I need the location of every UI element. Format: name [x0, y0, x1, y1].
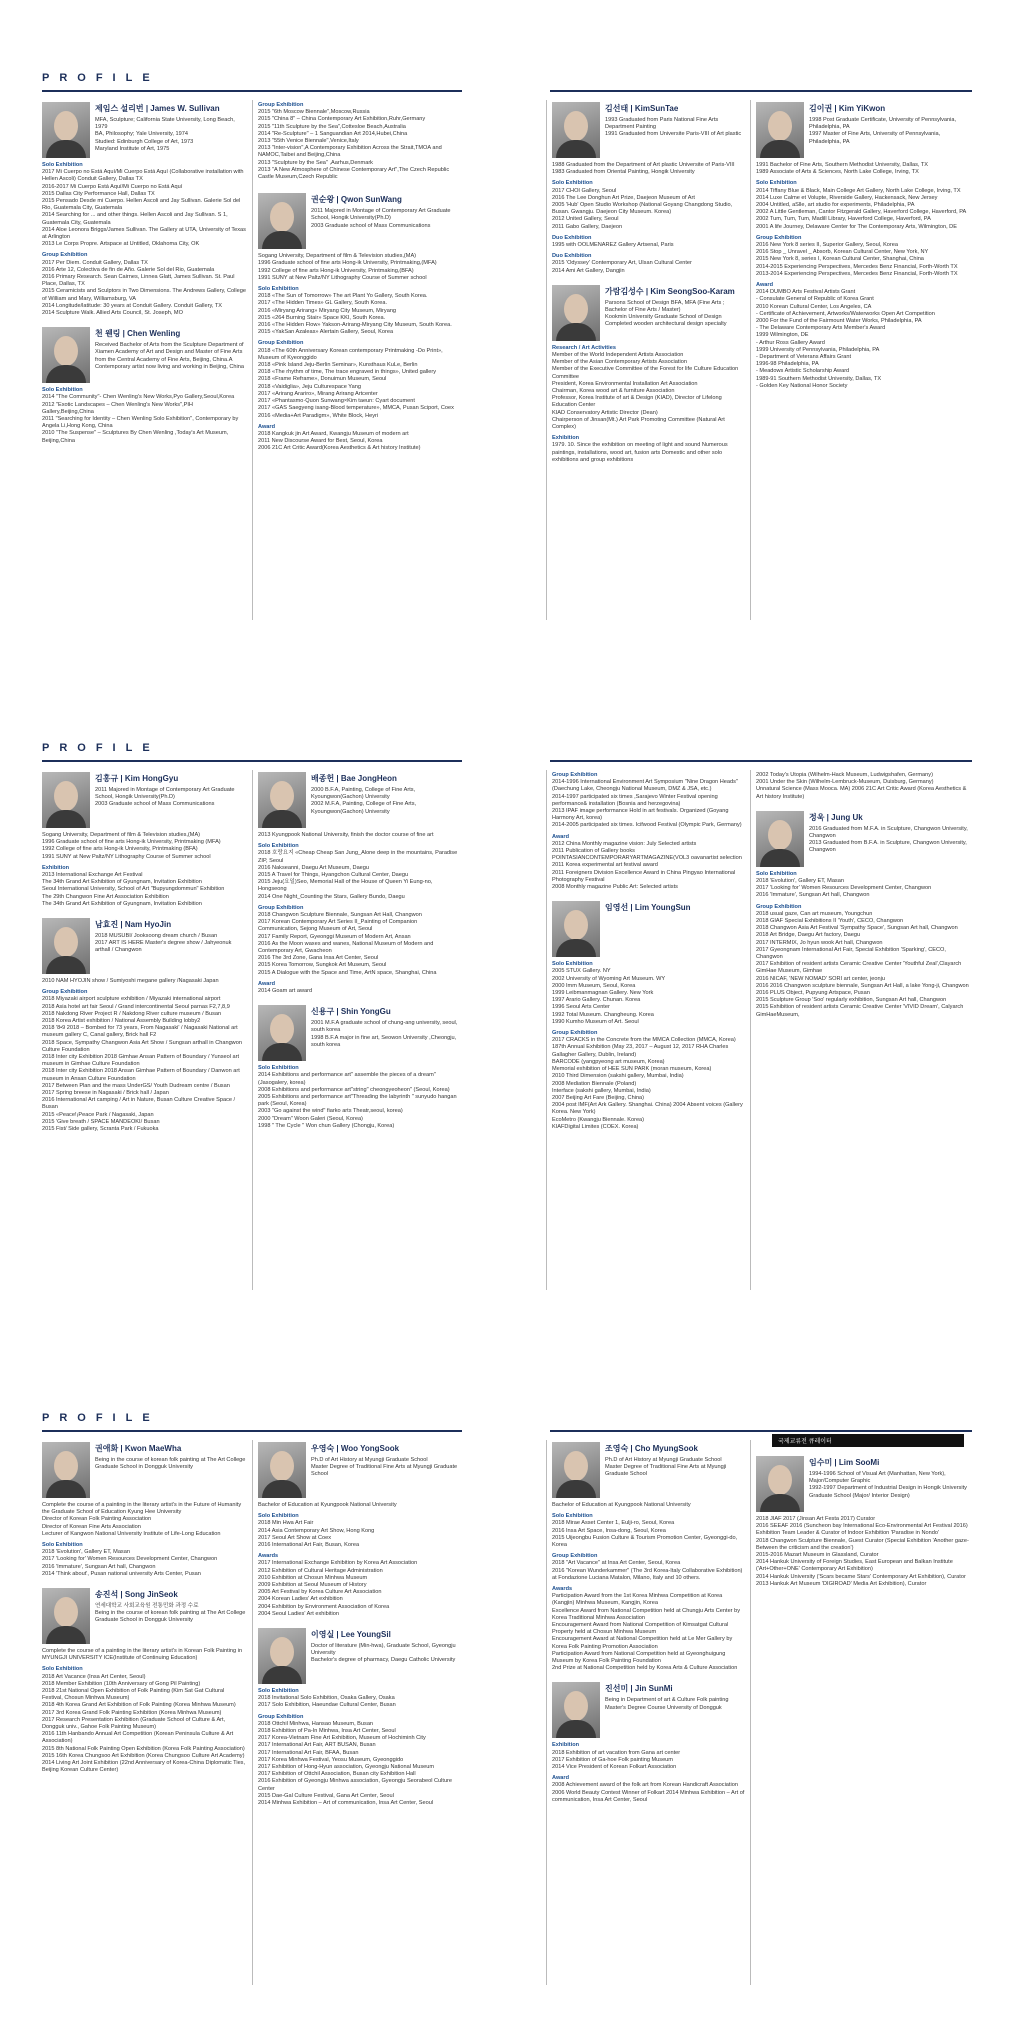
column-2	[258, 1442, 458, 1817]
profile-kim-honggyu	[42, 772, 246, 908]
section-heading: Group Exhibition	[258, 904, 304, 911]
bio-continued: 2010 NAM HYOJIN show / Sumiyoshi megane gallery /Nagasaki Japan	[42, 978, 219, 985]
artist-name: 남효진 | Nam HyoJin	[95, 920, 172, 930]
duo-list: 1995 with OOLMENAREZ Gallery Artsenal, Paris	[552, 242, 674, 249]
section-heading: Award	[552, 1775, 569, 1782]
solo-list: 2005 STUX Gallery. NY 2002 University of Wyoming Art Museum. WY 2000 Imm Museum, Seoul, Korea 1999 Leibmanmagnan Gallery. New York 1997 Arario Gallery. Chunan. Korea 1996 Seoul Arts Center 1992 Total Museum. Changheung. Korea 1990 Kumho Museum of Art. Seoul	[552, 968, 666, 1025]
artist-name: 정욱 | Jung Uk	[809, 812, 863, 822]
profile-woo-yongsook	[258, 1442, 458, 1618]
artist-name: 조영숙 | Cho MyungSook	[605, 1444, 698, 1453]
header-rule-right	[550, 90, 972, 92]
section-heading: Duo Exhibition	[552, 253, 592, 260]
bio: Doctor of literature (Min-hwa), Graduate School, Gyeongju University Bachelor's degree of pharmacy, Daegu Catholic University	[311, 1643, 456, 1664]
section-heading: Duo Exhibition	[552, 234, 592, 241]
group-list: 2018 «The 60th Anniversary Korean contemporary Printmaking -Do Print», Museum of Kyeonggido 2018 «Pink Island Jeju-Berlin Seminar», Kunsthaus KuLe, Berlin 2018 «The rhythm of time, The trace engraved in things», United gallery 2018 «Frame Reframe», Donuimun Museum, Seoul 2018 «Vaidiglia», Jeju Culturespace Yang 2017 «Arirang Arariro», Mirang Arirang Artcenter 2017 «Phantasmo·Quon Sunwang×Kim taeun: Cyart document 2017 «GAS Saegyeng isang-Blood temperature», MMCA, Pusan Sciport, Coex 2016 «Media+Art Paradigm», White Block, Heyri	[258, 347, 454, 419]
artist-photo	[258, 772, 306, 828]
profile-kim-seongsoo-karam	[552, 285, 746, 464]
section-heading: Solo Exhibition	[258, 1513, 299, 1520]
profile-nam-hyojin	[42, 918, 246, 1133]
group-list: 2017 CRACKS in the Concrete from the MMCA Collection (MMCA, Korea) 187th Annual Exhibition (May 23, 2017 – August 12, 2017 RHA Charles Gallagher Gallery, Dublin, Ireland) BARCODE (yangpyeong art museum, Korea) Memorial exhibition of HEE SUN PARK (moran museum, Korea) 2010 Third Dimension (sakshi gallery, Mumbai, India) 2008 Mediation Biennale (Poland) Interface (sakshi gallery, Mumbai, India) 2007 Beijing Art Fare (Beijing, China) 2004 post IMF(Art Ark Gallery. Shanghai. China) 2004 Absent voices (Gallery Korea. New York) EcoMetro (Kwangju Biennale. Korea) KIAFDigital Limites (COEX. Korea)	[552, 1037, 743, 1130]
artist-photo	[258, 1005, 306, 1061]
artist-name: 진선미 | Jin SunMi	[605, 1684, 673, 1694]
section-heading: Group Exhibition	[552, 1030, 598, 1037]
profile-lim-youngsun	[552, 901, 746, 1131]
bio: MFA, Sculpture; California State University, Long Beach, 1979 BA, Philosophy; Yale University, 1974 Studied: Edinburgh College of Art, 1973 Maryland Institute of Art, 1975	[95, 117, 235, 152]
artist-photo	[756, 1456, 804, 1512]
column-3	[552, 772, 746, 1141]
artist-photo	[42, 918, 90, 974]
artist-photo	[258, 193, 306, 249]
column-divider	[546, 1440, 547, 1985]
artist-photo	[552, 285, 600, 341]
solo-list: 2014 Tiffany Blue & Black, Main College Art Gallery, North Lake College, Irving, TX 2014 Luxe Calme et Volupte, Riverside Gallery, Hackensack, New Jersey 2004 Untitled, aSlle, art studio for experiments, Philadelphia, PA 2002 A Little Gentleman, Cantor Fitzgerald Gallery, Haverford College, Haverford, PA 2002 Tum, Tum, Tum, Madill Library, Haverford College, Haverford, PA 2001 A life Journey, Delaware Center for The Contemporary Arts, Wilmington, DE	[756, 187, 967, 230]
artist-name: 임영선 | Lim YoungSun	[605, 903, 691, 913]
award-list: 2014 Goam art award	[258, 988, 313, 995]
profile-lim-soomi	[756, 1456, 970, 1588]
section-heading: Solo Exhibition	[756, 870, 797, 877]
artist-name: 김선태 | KimSunTae	[605, 104, 679, 113]
group-list: 2015 "6th Moscow Biennale",Moscow,Russia 2015 "China 8" – China Contemporary Art Exhibition,Ruhr,Germany 2015 "11th Sculpture by the Sea",Cottesloe Beach,Australia 2014 "Re-Sculpture" – 1 Sanguandian Art 2014,Hubei,China 2013 "55th Venice Biennale",Venice,Italy 2013 "Inter-vision",A Contemporary Exhibition Across the Strait,TMOA and NAMOC,Taibei and Beijing,China 2013 "Sculpture by the Sea" ,Aarhus,Denmark 2013 "A New Atmosphere of Chinese Contemporary Art",The Czech Republic Castle Museum,Czech Republic	[258, 109, 450, 181]
bio-continued: 1991 Bachelor of Fine Arts, Southern Methodist University, Dallas, TX 1989 Associate of Arts & Sciences, North Lake College, Irving, TX	[756, 162, 929, 176]
section-heading: Group Exhibition	[756, 903, 802, 910]
artist-photo	[258, 1442, 306, 1498]
research-list: Member of the World Independent Artists Association Member of the Asian Contemporary Artists Association Member of the Executive Committee of the Forest for life Culture Education Committee President, Korea Environmental Installation Art Association Chairman, Korea wood art & furniture Association Professor, Korea Institute of art & Design (KIAD), Director of Lifelong Education Center KIAD Conservatory Artistic Director (Dean) Chairperson of Jinsan(Mt.) Art Park Promoting Committee (Natural Art Complex)	[552, 352, 739, 431]
solo-list: 2018 'Evolution', Gallery ET, Masan 2017 'Looking for' Women Resources Development Center, Changwon 2016 'Immature', Sungsan Art hall, Changwon	[756, 878, 932, 899]
header-rule-right	[550, 760, 972, 762]
header-rule-left	[42, 90, 462, 92]
solo-list: 2017 Mi Cuerpo no Está Aquí/Mi Cuerpo Está Aquí (Collaborative installation with Hellen Ascoli) Conduit Gallery, Dallas TX 2016-2017 Mi Cuerpo Está Aquí/Mi Cuerpo no Está Aquí 2015 Dallas City Performance Hall, Dallas TX 2015 Pensado Desde mi Cuerpo. Hellen Ascoli and Jay Sullivan. Galerie Sol del Rio, Guatemala City, Guatemala 2014 Searching for ... and other things. Hellen Ascoli and Jay Sullivan. S 1, Guatemala City, Guatemala 2014 Aloe Leonora Briggs/James Sullivan. The Gallery at UTA, University of Texas at Arlington 2013 Le Corps Propre. Artspace at Untitled, Oklahoma City, OK	[42, 169, 246, 248]
column-3	[552, 1442, 746, 1814]
profile-qwon-sunwang	[258, 193, 458, 452]
exhibition-list: 2018 Exhibition of art vacation from Gana art center 2017 Exhibition of Ga-hoe Folk painting Museum 2014 Vice President of Korean Folkart Association	[552, 1749, 681, 1771]
section-heading: Award	[258, 980, 275, 987]
header-rule-left	[42, 760, 462, 762]
bio-continued: Bachelor of Education at Kyungpook National University	[258, 1502, 397, 1508]
sheet-title: PROFILE	[42, 1412, 160, 1424]
bio: 1998 Post Graduate Certificate, University of Pennsylvania, Philadelphia, PA 1997 Master of Fine Arts, University of Pennsylvania, Philadelphia, PA	[809, 117, 957, 145]
curation-list: 2018 JIAF 2017 (Jinsan Art Festa 2017) Curator 2016 SEEAF 2016 (Suncheon bay International Eco-Environmental Art Festival 2016) Exhibition Team Leader & Curator of Indoor Exhibition 'Paradise in Nondo' 2018 Changwon Sculpture Biennale, Guest Curator (Special Exhibition 'Another gaze-Between the criticism and the creation') 2015-2016 Mazart Museum in Glassland, Curator 2014 Hankuk University of Foreign Studies, East European and Balkan Institute ('Art+Other+ONE' Contemporary Art Exhibition) 2014 Hankuk University ('Scars became Stars' Contemporary Art Exhibition), Curator 2013 Hankuk Art Museum 'DIGIROAD' Media Art Exhibition), Curator	[756, 1516, 969, 1587]
section-heading: Awards	[552, 1586, 573, 1593]
award-list: Participation Award from the 1st Korea Minhwa Competition at Korea (Kangjin) Minhwa Museum, Kangjin, Korea Excellence Award from National Competition held at Chungju Arts Center by Korea Traditional Minhwa Association Encouragement Award from National Competition of Kimsatgat Cultural Property held at Chosun Minhwa Museum Encouragement Award at National Competition held at Le Mer Gallery by Korea Folk Painting Promotion Association Participation Award from National Competition held at Gyeonghuigung Museum by Korea Folk Painting Foundation 2nd Prize at National Competition held by Korea Arts & Culture Association	[552, 1593, 741, 1672]
award-list: 2008 Achievement award of the folk art from Korean Handicraft Association 2006 World Beauty Contest Winner of Folkart 2014 Minhwa Exhibition – Art of communication, Insa Art Center, Seoul	[552, 1782, 745, 1803]
bio-continued: Sogang University, Department of film & Television studies,(MA) 1996 Graduate school of fine arts Hong-ik University, Printmaking,(MFA) 1992 College of fine arts Hong-ik University, Printmaking,(BFA) 1991 SUNY at New Paltz/NY Lithography Course of Summer school	[258, 253, 437, 281]
artist-photo	[552, 1442, 600, 1498]
exhibition-list: 2002 Today's Utopia (Wilhelm-Hack Museum, Ludwigshafen, Germany) 2001 Under the Skin (Wilhelm-Lembruck-Museum, Duisburg, Germany) Unnatural Science (Mass Mooca. MA) 2006 21C Art Critic Award (Korea Aesthetics & Art history Institute)	[756, 772, 967, 800]
artist-name: 임수미 | Lim SooMi	[809, 1458, 880, 1467]
solo-list: 2014 Exhibitions and performance art" assemble the pieces of a dream" (Jasogalery, korea) 2008 Exhibitions and performance art"string" cheongyeoheon" (Seoul, Korea) 2005 Exhibitions and performance art"Threading the labyrinth " sunyudo hangan park (Seoul, Korea) 2003 "Go against the wind" fiarko arts Theatr,seoul, korea) 2000 "Dream" Woon Galeri (Seoul, Korea) 1998 " The Cycle " Won chun Gallery (Chongju, Korea)	[258, 1072, 457, 1129]
section-heading: Solo Exhibition	[552, 180, 593, 187]
artist-photo	[552, 901, 600, 957]
bio-continued: 1988 Graduated from the Department of Art plastic Universite of Paris-VIII 1983 Graduated from Oriental Painting, Hongik University	[552, 162, 735, 176]
section-heading: Solo Exhibition	[756, 180, 797, 187]
column-1	[42, 772, 246, 1143]
group-list: 2018 Miyazaki airport sculpture exhibition / Miyazaki international airport 2018 Asia hotel art fair Seoul / Grand intercontinental Seoul parnas F2,7,8,9 2018 Nakdong River Project R / Nakdong River culture museum / Busan 2018 Korea Artist exhibition / National Assembly Building lobby2 2018 '8•9 2018 – Bombed for 73 years, From Nagasaki' / Nagasaki National art museum gallery C, Canal gallery, Brick hall F2 2018 Space, Sympathy Changwon Asia Art Show / Sungsan arthall in Changwon Culture Foundation 2018 Inter city Exhibition 2018 Gimhae Ansan Pattern of Boundary / Yunseol art museum in Gimhae Culture Foundation 2018 Inter city Exhibition 2018 Ansan Gimhae Pattern of Boundary / Danwon art museum in Ansan Culture Foundation 2017 Between Plan and the mass UnderGS/ Youth Dudream centre / Busan 2017 Spring breese in Nagasaki / Brick hall / Japan 2016 International Art camping / Art in Nature, Busan Culture Creative Space / Busan 2015 «Peace!¡Peace Park / Nagasaki, Japan 2015 'Give breath / SPACE MANDEOKI/ Busan 2015 Fist/ Side gallery, Scranta Park / Fukuoka	[42, 996, 242, 1133]
solo-list: 2018 Mirae Asset Center 1, Eulji-ro, Seoul, Korea 2016 Insa Art Space, Insa-dong, Seoul, Korea 2015 Uijeongbu Fusion Culture & Tourism Promotion Center, Gyeonggi-do, Korea	[552, 1520, 738, 1549]
curator-badge: 국제교류전 큐레이터	[772, 1434, 964, 1447]
artist-photo	[756, 102, 804, 158]
artist-photo	[42, 1442, 90, 1498]
artist-name: 김홍규 | Kim HongGyu	[95, 774, 179, 783]
group-list: 2014-1996 International Environment Art Symposium "Nine Dragon Heads" (Daechung Lake, Cheongju National Museum, DMZ & JSA, etc.) 2014-1997 participated six times ,Sarajevo Winter Festival opening performance& installation (Bosnia and herzegovina) 2013 IPAF image performance Hold in art festivals. Organized (Goyang Harmony Art, korea) 2014-2005 participated six times. Icifwood Festival (Olympic Park, Germany)	[552, 779, 742, 829]
award-list: 2017 International Exchange Exhibition by Korea Art Association 2012 Exhibition of Cultural Heritage Administration 2010 Exhibition at Chosun Minhwa Museum 2009 Exhibition at Seoul Museum of History 2005 Art Festival by Korea Culture Art Association 2004 Korean Ladies' Art exhibition 2004 Exhibition by Environment Association of Korea 2004 Seoul Ladies' Art exhibition	[258, 1560, 418, 1617]
bio: 2001 M.F.A graduate school of chung-ang university, seoul, south korea 1998 B.F.A major in fine art, Seowon University ,Cheongju, south korea	[311, 1020, 458, 1048]
solo-list: 2018 Invitational Solo Exhibition, Osaka Gallery, Osaka 2017 Solo Exhibition, Haeundae Cultural Center, Busan	[258, 1695, 396, 1709]
bio: Being in Department of art & Culture Folk painting Master's Degree Course University of Dongguk	[605, 1697, 729, 1711]
award-list: 2014 DUMBO Arts Festival Artists Grant - Consulate General of Republic of Korea Grant 2010 Korean Cultural Center, Los Angeles, CA - Certificate of Achievement, Artworks/Waterworks Open Art Competition 2000 For the Fund of the Fairmount Water Works, Philadelphia, PA - The Delaware Contemporary Arts Member's Award 1999 Wilmington, DE - Arthur Ross Gallery Award 1999 University of Pennsylvania, Philadelphia, PA - Department of Veterans Affairs Grant 1996-98 Philadelphia, PA - Meadows Artistic Scholarship Award 1989-91 Southern Methodist University, Dallas, TX - Golden Key National Honor Society	[756, 289, 935, 389]
column-divider	[546, 100, 547, 620]
group-list: 2018 Ottchil Minhwa, Hansao Museum, Busan 2018 Exhibition of Pa-In Minhwa, Insa Art Center, Seoul 2017 Korea-Vietnam Fine Art Exhibition, Museum of Hochiminh City 2017 International Art Fair, ART BUSAN, Busan 2017 International Art Fair, BFAA, Busan 2017 Korea Minhwa Festival, Yeosu Museum, Gyeonggido 2017 Exhibition of Hong-Hyun association, Gyeongju National Museum 2017 Exhibition of Ottchil Association, Busan city Exhibition Hall 2016 Exhibition of Gyeongju Minhwa association, Gyeongju Seorabeol Culture Center 2015 Dae-Gal Culture Festival, Gana Art Center, Seoul 2014 Minhwa Exhibition – Art of communication, Insa Art Center, Seoul	[258, 1720, 453, 1807]
artist-photo	[42, 772, 90, 828]
section-heading: Group Exhibition	[258, 102, 304, 108]
column-divider	[750, 1440, 751, 1985]
group-list: 2016 New York 8 series II, Superior Gallery, Seoul, Korea 2016 Stop _ Unravel _ Absorb, Korean Cultural Center, New York, NY 2015 New York 8, series I, Korean Cultural Center, Shanghai, China 2014-2015 Experiencing Perspectives, Mercedes Benz Financial, Forth-Worth TX 2013-2014 Experiencing Perspectives, Mercedes Benz Financial, Forth-Worth TX	[756, 242, 958, 277]
profile-sheet-1	[42, 72, 972, 632]
profile-shin-yonggu	[258, 1005, 458, 1130]
column-4	[756, 1456, 970, 1598]
section-heading: Exhibition	[552, 435, 580, 442]
section-heading: Group Exhibition	[258, 340, 304, 347]
bio-continued: Sogang University, Department of film & Television studies,(MA) 1996 Graduate school of fine arts Hong-ik University, Printmaking (MFA) 1992 College of fine arts Hong-ik University, Printmaking (BFA) 1991 SUNY at New Paltz/NY Lithography Course of Summer school	[42, 832, 221, 860]
artist-photo	[42, 327, 90, 383]
section-heading: Award	[552, 833, 569, 840]
section-heading: Group Exhibition	[552, 1553, 598, 1560]
artist-name: 우영숙 | Woo YongSook	[311, 1444, 400, 1453]
artist-name: 이영실 | Lee YoungSil	[311, 1630, 391, 1640]
section-heading: Solo Exhibition	[42, 1542, 83, 1549]
profile-james-sullivan	[42, 102, 246, 317]
column-3	[552, 102, 746, 474]
bio-continued: Complete the course of a painting in the literary artist's in the Future of Humanity the Graduate School of Education Kyung Hee University Director of Korean Folk Painting Association Director of Korean Fine Arts Association Lecturer of Kangwon National University Institute of Life-Long Education	[42, 1502, 242, 1537]
profile-sheet-3	[42, 1412, 972, 1992]
solo-list: 2018 호랑요지 «Cheap Cheap San Jung_Alone deep in the mountains, Paradise ZIP, Seoul 2016 Nakseanni, Daegu Art Museum, Daegu 2015 A Travel for Things, Hyangchon Cultural Center, Daegu 2015 Jeju(요일)Seo, Memorial Hall of the House of Queen Yi Eung-no, Hongseong 2014 One Night_Counting the Stars, Gallery Bundo, Daegu	[258, 850, 458, 900]
section-heading: Solo Exhibition	[258, 1065, 299, 1072]
column-divider	[546, 770, 547, 1290]
section-heading: Group Exhibition	[42, 989, 88, 996]
column-1	[42, 1442, 246, 1784]
bio: 2011 Majored in Montage of Contemporary Art Graduate School, Hongik University(Ph.D) 2003 Graduate school of Mass Communications	[95, 787, 235, 808]
profile-cho-myungsook	[552, 1442, 746, 1672]
bio-continued: Bachelor of Education at Kyungpook National University	[552, 1502, 691, 1508]
section-heading: Awards	[258, 1553, 279, 1560]
award-list: 2012 China Monthly magazine vision: July Selected artists 2011 Publication of Gallery books POINTASIANCONTEMPORARYARTMAGAZINE(VOL3 oavanartist selection 2011 Korea experimental art festival award 2011 Foreigners Division Excellence Award in China Pingyao International Photography Festival 2008 Monthly magazine Public Art: Selected artists	[552, 840, 742, 891]
exhibition-list: 2013 International Exchange Art Festival The 34th Grand Art Exhibition of Gyungnam, Invitation Exhibition Seoul International University, School of Art "Bupyungdommun" Exhibition The 29th Changwon Fine Art Association Exhibition The 34th Grand Art Exhibition of Gyungnam, Invitation Exhibition	[42, 872, 225, 907]
section-heading: Solo Exhibition	[258, 1688, 299, 1695]
column-4	[756, 772, 970, 1029]
section-heading: Exhibition	[42, 864, 70, 871]
section-heading: Award	[756, 282, 773, 289]
column-divider	[252, 100, 253, 620]
bio: Received Bachelor of Arts from the Sculpture Department of Xiamen Academy of Art and Design and Master of Fine Arts from the Central Academy of Fine Arts, Beijing, China.A Contemporary artist now living and working in Beijing, China	[95, 342, 244, 370]
column-4	[756, 102, 970, 400]
section-heading: Solo Exhibition	[552, 1513, 593, 1520]
group-list: 2018 usual gaze, Can art museum, Youngchun 2018 GIAF Special Exhibitions II 'Youth', CECO, Changwon 2018 Changwon Asia Art Festival 'Sympathy Space', Sungsan Art hall, Changwon 2018 Art Bridge, Daegu Art factory, Daegu 2017 INTERMIX, Jo hyun wook Art hall, Changwon 2017 Gyeongnam International Art Fair, Special Exhibition 'Sparking', CECO, Changwon 2017 Exhibition of resident artists Ceramic Creative Center 'Youthful Zeal',Clayarch GimHae Museum, Gimhae 2016 NICAF, 'NEW NOMAD' SORI art center, jeonju 2016 2016 Changwon sculpture biennale, Sungsan Art Hall, a lake Yong-ji, Changwon 2016 PLUS Object, Pupyung Artspace, Pusan 2015 Sculpture Group 'Soo' regularly exhibition, Sungsan Art hall, Changwon 2015 Exhibition of resident artists Ceramic Creative Center 'VIVID Dream', Calyarch GimHaeMuseum,	[756, 910, 969, 1018]
bio: 연세대학교 사회교육원 전통민화 과정 수료 Being in the course of korean folk painting at The Art College Graduate School in Dongguk University	[95, 1603, 246, 1624]
bio: 2018 MUSUBI/ Jooksoong dream church / Busan 2017 ART IS HERE Master's degree show / Jahyeonuk arthall / Changwon	[95, 933, 232, 954]
bio-continued: Complete the course of a painting in the literary artist's in Korean Folk Painting in MYUNGJI UNIVERSITY ICE(Institute of Continuing Education)	[42, 1648, 243, 1662]
section-heading: Group Exhibition	[552, 772, 598, 778]
profile-sheet-2	[42, 742, 972, 1302]
column-2	[258, 102, 458, 463]
artist-name: 권순왕 | Qwon SunWang	[311, 195, 402, 205]
bio: Ph.D of Art History at Myungji Graduate School Master Degree of Traditional Fine Arts at Myungji Graduate School	[311, 1457, 458, 1478]
solo-list: 2018 Art Vacance (Insa Art Center, Seoul) 2018 Member Exhibition (10th Anniversary of Gong Pil Painting) 2018 21st National Open Exhibition of Folk Painting (Kim Sat Gat Cultural Festival, Chosun Minhwa Museum) 2018 4th Korea Grand Art Exhibition of Folk Painting (Korea Minhwa Museum) 2017 3rd Korea Grand Folk Painting Exhibition (Korea Minhwa Museum) 2017 Research Presentation Exhibition (Graduate School of Culture & Art, Dongguk univ., Gahoe Folk Painting Museum) 2016 11th Hanbando Annual Art Competition (Korean Peninsula Culture & Art Association) 2015 8th National Folk Painting Open Exhibition (Korea Folk Painting Association) 2015 16th Korea Chungsoo Art Exhibition (Korea Chungsoo Culture Art Academy) 2014 Living Art Joint Exhibition (22nd Anniversary of Korea-China Diplomatic Ties, Beijing Korean Culture Center)	[42, 1673, 246, 1774]
profile-bae-jongheon	[258, 772, 458, 995]
group-list: 2018 "Art Vacance" at Insa Art Center, Seoul, Korea 2016 "Korean Wunderkammer" (The 3rd Korea-Italy Collaborative Exhibition) at Fondazione Luciana Matalon, Milano, Italy and 10 others.	[552, 1560, 743, 1581]
bio: Parsons School of Design BFA, MFA (Fine Arts ; Bachelor of Fine Arts / Master) Kookmin University Graduate School of Design Completed wooden architectural design specialty	[605, 299, 727, 328]
artist-photo	[552, 102, 600, 158]
section-heading: Solo Exhibition	[552, 961, 593, 968]
section-heading: Research / Art Activities	[552, 344, 616, 351]
section-heading: Solo Exhibition	[42, 387, 83, 394]
artist-photo	[42, 102, 90, 158]
sheet-title: PROFILE	[42, 742, 160, 754]
section-heading: Group Exhibition	[258, 1713, 304, 1720]
header-rule-left	[42, 1430, 462, 1432]
bio: 1993 Graduated from Paris National Fine Arts Department Painting 1991 Graduated from Universite Paris-VIII of Art plastic	[605, 117, 742, 138]
artist-photo	[552, 1682, 600, 1738]
column-divider	[252, 770, 253, 1290]
bio: 2016 Graduated from M.F.A. in Sculpture, Changwon University, Changwon 2013 Graduated from B.F.A. in Sculpture, Changwon University, Changwon	[809, 825, 968, 854]
artist-photo	[42, 1588, 90, 1644]
solo-list: 2017 CHOI Gallery, Seoul 2016 The Lee Donghun Art Prize, Daejeon Museum of Art 2005 'Hub' Open Studio Workshop (National Goyang Changdong Studio, Busan. Gwangju. Daejeon City Museum. Korea) 2012 United Gallery, Seoul 2011 Gabo Gallery, Daejeon	[552, 187, 733, 230]
section-heading: Exhibition	[552, 1742, 580, 1749]
section-heading: Solo Exhibition	[42, 1666, 83, 1673]
header-rule-right	[550, 1430, 972, 1432]
section-heading: Solo Exhibition	[42, 162, 83, 168]
artist-photo	[258, 1628, 306, 1684]
bio: 2011 Majored in Montage of Contemporary Art Graduate School, Hongik University(Ph.D) 2003 Graduate school of Mass Communications	[311, 208, 451, 229]
artist-name: 신용구 | Shin YongGu	[311, 1007, 391, 1017]
bio-continued: 2013 Kyungpook National University, finish the doctor course of fine art	[258, 832, 434, 838]
section-heading: Solo Exhibition	[258, 286, 299, 293]
solo-list: 2018 «The Sun of Tomorrow» The art Plant Yo Gallery, South Korea. 2017 «The Hidden Times» GL Gallery, South Korea. 2016 «Miryang Arirang» Miryang City Museum, Miryang 2015 «264 Burning Stair» Space KKI, South Korea. 2016 «The Hidden Flow» Yakson-Arirang-Miryang City Museum, South Korea. 2015 «YakSan Azaleas» Alertain Gallery, Seoul, Korea	[258, 293, 452, 336]
solo-list: 2018 'Evolution', Gallery ET, Masan 2017 'Looking for' Women Resources Development Center, Changwon 2016 'Immature', Sungsan Art hall, Changwon 2014 'Think about', Pusan national university Arts Center, Pusan	[42, 1549, 218, 1577]
profile-lee-youngsil	[258, 1628, 458, 1807]
bio: 2000 B.F.A, Painting, College of Fine Arts, Kyoungwon(Gachon) University 2002 M.F.A, Painting, College of Fine Arts, Kyoungwon(Gachon) University	[311, 787, 417, 815]
artist-name: 가람김성수 | Kim SeongSoo-Karam	[605, 286, 735, 296]
section-heading: Award	[258, 423, 275, 430]
column-2	[258, 772, 458, 1140]
group-list: 2017 Per Diem. Conduit Gallery, Dallas TX 2016 Arte 12, Colectiva de fin de Año. Galerie Sol del Rio, Guatemala 2016 Primary Research. Sean Cairnes, Linnea Glatt, James Sullivan. St. Paul Place, Dallas, TX 2015 Ceramicists and Sculptors in Two Dimensions. The Andrews Gallery, College of William and Mary, Williamsburg, VA 2014 Longitude/latitude: 30 years at Conduit Gallery. Conduit Gallery, TX 2014 Sculpture Walk. Allied Arts Council, St. Joseph, MO	[42, 259, 246, 317]
section-heading: Solo Exhibition	[258, 843, 299, 850]
artist-name: 천 웬링 | Chen Wenling	[95, 329, 181, 339]
artist-photo	[756, 811, 804, 867]
profile-jung-uk	[756, 811, 970, 1019]
artist-name: 제임스 설리번 | James W. Sullivan	[95, 104, 220, 113]
column-divider	[750, 100, 751, 620]
column-divider	[750, 770, 751, 1290]
section-heading: Group Exhibition	[756, 234, 802, 241]
bio: 1994-1996 School of Visual Art (Manhattan, New York), Major/Computer Graphic 1992-1997 Department of Industrial Design in Hongik University Graduate School (Major/ Interior Design)	[809, 1471, 967, 1499]
exhibition-list: 1979. 10. Since the exhibition on meeting of light and sound Numerous paintings, installations, wood art, fusion arts Domestic and other solo exhibitions and group exhibitions	[552, 442, 728, 463]
artist-name: 김이권 | Kim YiKwon	[809, 104, 886, 113]
profile-jin-sunmi	[552, 1682, 746, 1804]
group-list: 2018 Changwon Sculpture Biennale, Sungsan Art Hall, Changwon 2017 Korean Contemporary Art Series II_Painting of Companion Communication, Sejong Museum of Art, Seoul 2017 Family Report, Gyeonggi Museum of Modern Art, Ansan 2016 As the Moon waxes and wanes, National Museum of Modern and Contemporary Art, Gwacheon 2016 The 3rd Zone, Gana Insa Art Center, Seoul 2015 Korea Tomorrow, Sungkok Art Museum, Seoul 2015 A Dialogue with the Space and Time, ArtN space, Shanghai, China	[258, 912, 437, 976]
column-divider	[252, 1440, 253, 1985]
profile-kim-yikwon	[756, 102, 970, 390]
bio: Ph.D of Art History at Myungji Graduate School Master Degree of Traditional Fine Arts at Myungji Graduate School	[605, 1457, 727, 1478]
bio: Being in the course of korean folk painting at The Art College Graduate School in Dongguk University	[95, 1457, 246, 1471]
artist-name: 송진석 | Song JinSeok	[95, 1590, 178, 1600]
column-1	[42, 102, 246, 455]
solo-list: 2014 "The Community"- Chen Wenling's New Works,Pyo Gallery,Seoul,Korea 2012 "Exotic Landscapes – Chen Wenling's New Works",PIH Gallery,Beijing,China 2011 "Searching for Identity – Chen Wenling Solo Exhibition", Contemporary by Angela Li,Hong Kong, China 2010 "The Suspense" – Sculptures By Chen Wenling ,Today's Art Museum, Beijing,China	[42, 394, 239, 444]
solo-list: 2018 Min Hwa Art Fair 2014 Asia Contemporary Art Show, Hong Kong 2017 Seoul Art Show at Coex 2016 International Art Fair, Busan, Korea	[258, 1520, 375, 1549]
profile-song-jinseok	[42, 1588, 246, 1774]
section-heading: Group Exhibition	[42, 252, 88, 259]
artist-name: 배종헌 | Bae JongHeon	[311, 774, 397, 783]
duo-list: 2015 'Odyssey' Contemporary Art, Ulsan Cultural Center 2014 Ami Art Gallery, Dangjin	[552, 260, 692, 274]
artist-name: 권애화 | Kwon MaeWha	[95, 1444, 182, 1453]
profile-chen-wenling	[42, 327, 246, 445]
profile-kwon-maewha	[42, 1442, 246, 1578]
sheet-title: PROFILE	[42, 72, 160, 84]
award-list: 2018 Kangkuk jin Art Award, Kwangju Museum of modern art 2011 New Discourse Award for Best, Seoul, Korea 2006 21C Art Critic Award(Korea Aesthetics & Art history Institute)	[258, 430, 421, 452]
profile-kim-suntae	[552, 102, 746, 275]
